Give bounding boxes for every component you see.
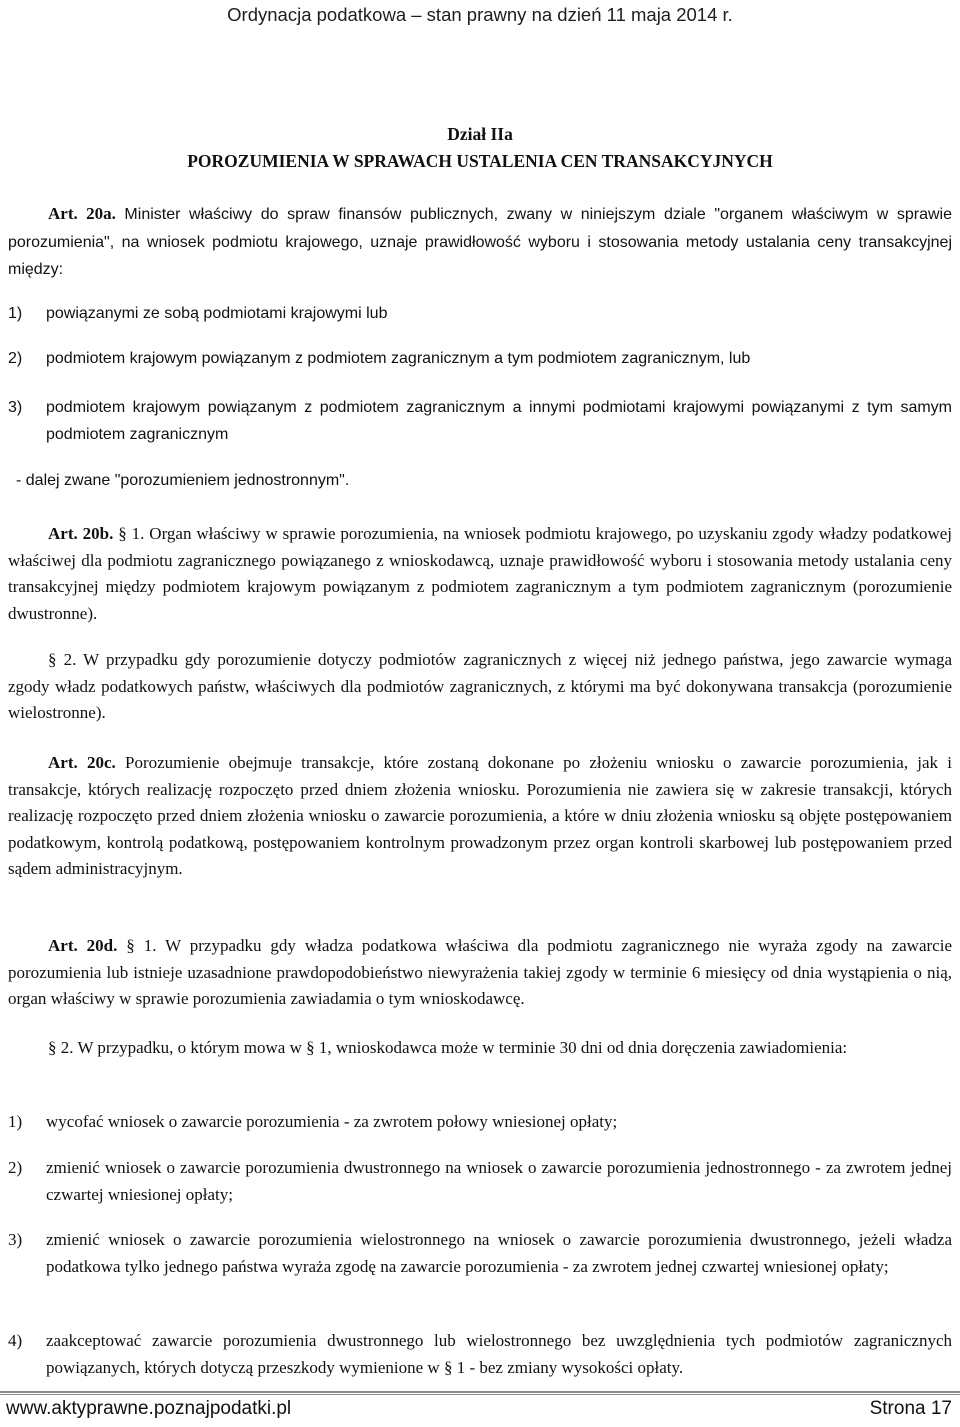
footer-page-number: Strona 17 bbox=[869, 1398, 952, 1419]
list-text: zmienić wniosek o zawarcie porozumienia wielostronnego na wniosek o zawarcie porozumienia dwustronnego, jeżeli władza podatkowa tylko jednego państwa wyraża zgodę na zawarcie porozumienia - za zwrotem jednej czwartej wniesionej opłaty; bbox=[46, 1230, 952, 1276]
list-text: powiązanymi ze sobą podmiotami krajowymi lub bbox=[46, 305, 388, 322]
art-20d-p1-text: § 1. W przypadku gdy władza podatkowa właściwa dla podmiotu zagranicznego nie wyraża zgody na zawarcie porozumienia lub istnieje uzasadnione prawdopodobieństwo niewyrażenia takiej zgody w terminie 6 miesięcy od dnia wystąpienia o nią, organ właściwy w sprawie porozumienia zawiadamia o tym wnioskodawcę. bbox=[8, 936, 952, 1008]
list-number: 1) bbox=[8, 305, 23, 322]
art-20a-label: Art. 20a. bbox=[48, 204, 116, 223]
art-20c bbox=[8, 750, 952, 883]
footer-site: www.aktyprawne.poznajpodatki.pl bbox=[6, 1398, 292, 1419]
list-number: 1) bbox=[8, 1112, 23, 1131]
art-20b-p1-mark: § 1. bbox=[113, 524, 145, 543]
list-text: podmiotem krajowym powiązanym z podmiotem zagranicznym a innymi podmiotami krajowymi powiązanymi z tym samym podmiotem zagranicznym bbox=[46, 399, 952, 443]
art-20a-intro bbox=[8, 201, 952, 284]
list-number: 3) bbox=[8, 399, 23, 416]
art-20c-label: Art. 20c. bbox=[48, 753, 116, 772]
section-subtitle: POROZUMIENIA W SPRAWACH USTALENIA CEN TRANSAKCYJNYCH bbox=[187, 151, 773, 171]
art-20d-p1 bbox=[8, 933, 952, 1013]
list-text: zmienić wniosek o zawarcie porozumienia dwustronnego na wniosek o zawarcie porozumienia jednostronnego - za zwrotem jednej czwartej wniesionej opłaty; bbox=[46, 1158, 952, 1204]
art-20b-label: Art. 20b. bbox=[48, 524, 114, 543]
list-number: 2) bbox=[8, 1158, 23, 1177]
page-header: Ordynacja podatkowa – stan prawny na dzień 11 maja 2014 r. bbox=[227, 4, 733, 25]
art-20b-p1-text: Organ właściwy w sprawie porozumienia, na wniosek podmiotu krajowego, po uzyskaniu zgody władzy podatkowej właściwej dla podmiotu zagranicznego powiązanego z wnioskodawcą, uznaje prawidłowość wyboru i stosowania metody ustalania ceny transakcyjnej między podmiotem krajowym powiązanym z podmiotem zagranicznym a tym podmiotem zagranicznym (porozumienie dwustronne). bbox=[8, 524, 952, 623]
list-number: 4) bbox=[8, 1331, 23, 1350]
art-20a-intro-text: Minister właściwy do spraw finansów publicznych, zwany w niniejszym dziale "organem właściwym w sprawie porozumienia", na wniosek podmiotu krajowego, uznaje prawidłowość wyboru i stosowania metody ustalania ceny transakcyjnej między: bbox=[8, 206, 952, 278]
art-20a-closing: - dalej zwane "porozumieniem jednostronnym". bbox=[16, 472, 350, 489]
footer-divider bbox=[0, 1391, 960, 1393]
list-number: 2) bbox=[8, 350, 23, 367]
art-20b-p2: § 2. W przypadku gdy porozumienie dotyczy podmiotów zagranicznych z więcej niż jednego państwa, jego zawarcie wymaga zgody władz podatkowych państw, właściwych dla podmiotów zagranicznych, z którymi ma być dokonywana transakcja (porozumienie wielostronne). bbox=[8, 650, 952, 722]
list-number: 3) bbox=[8, 1230, 23, 1249]
list-text: wycofać wniosek o zawarcie porozumienia - za zwrotem połowy wniesionej opłaty; bbox=[46, 1112, 618, 1131]
art-20b-p1 bbox=[8, 521, 952, 627]
section-title: Dział IIa bbox=[447, 124, 513, 144]
list-text: zaakceptować zawarcie porozumienia dwustronnego lub wielostronnego bez uwzględnienia tych podmiotów zagranicznych powiązanych, których dotyczą przeszkody wymienione w § 1 - bez zmiany wysokości opłaty. bbox=[46, 1331, 952, 1377]
footer-divider-thin bbox=[0, 1394, 960, 1395]
art-20d-label: Art. 20d. bbox=[48, 936, 118, 955]
art-20c-text: Porozumienie obejmuje transakcje, które zostaną dokonane po złożeniu wniosku o zawarcie porozumienia, jak i transakcje, których realizację rozpoczęto przed dniem złożenia wniosku. Porozumienia nie zawiera się w zakresie transakcji, których realizację rozpoczęto przed dniem złożenia wniosku o zawarcie porozumienia, a które w dniu złożenia wniosku są objęte postępowaniem podatkowym, kontrolą podatkową, postępowaniem kontrolnym prowadzonym przez organ kontroli skarbowej lub postępowaniem przed sądem administracyjnym. bbox=[8, 753, 952, 878]
list-text: podmiotem krajowym powiązanym z podmiotem zagranicznym a tym podmiotem zagranicznym, lub bbox=[46, 350, 751, 367]
art-20d-p2: § 2. W przypadku, o którym mowa w § 1, wnioskodawca może w terminie 30 dni od dnia doręczenia zawiadomienia: bbox=[48, 1038, 848, 1057]
